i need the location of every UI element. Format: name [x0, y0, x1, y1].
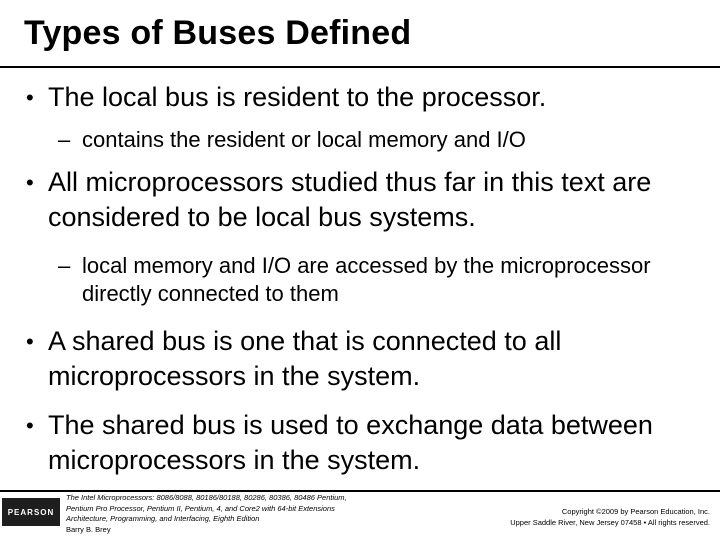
bullet-marker: • — [26, 170, 34, 195]
pearson-logo: PEARSON — [2, 498, 60, 526]
sub-bullet-2-1 — [58, 252, 698, 308]
book-citation — [66, 493, 366, 535]
bullet-1 — [26, 80, 706, 115]
footer-divider — [0, 490, 720, 492]
bullet-text: The local bus is resident to the processor. — [48, 82, 547, 112]
bullet-marker: • — [26, 85, 34, 110]
bullet-text: All microprocessors studied thus far in this text are considered to be local bus systems. — [48, 167, 652, 232]
slide-title: Types of Buses Defined — [24, 14, 412, 52]
book-title-line-1: The Intel Microprocessors: 8086/8088, 80186/80188, 80286, 80386, 80486 Pentium, — [66, 493, 347, 502]
bullet-text: A shared bus is one that is connected to all microprocessors in the system. — [48, 326, 562, 391]
copyright-notice — [410, 507, 710, 528]
sub-bullet-marker: – — [58, 253, 71, 278]
bullet-4 — [26, 408, 706, 478]
title-divider — [0, 66, 720, 68]
bullet-text: The shared bus is used to exchange data between microprocessors in the system. — [48, 410, 653, 475]
copyright-line-2: Upper Saddle River, New Jersey 07458 • All rights reserved. — [510, 517, 710, 527]
bullet-2 — [26, 165, 706, 235]
sub-bullet-text: contains the resident or local memory and I/O — [82, 127, 526, 152]
book-author: Barry B. Brey — [66, 524, 111, 534]
sub-bullet-marker: – — [58, 127, 71, 152]
bullet-marker: • — [26, 413, 34, 438]
book-title-line-2: Pentium Pro Processor, Pentium II, Pentium, 4, and Core2 with 64-bit Extensions — [66, 503, 335, 513]
book-title-line-3: Architecture, Programming, and Interfacing, Eighth Edition — [66, 514, 260, 524]
sub-bullet-1-1 — [58, 126, 698, 154]
bullet-marker: • — [26, 329, 34, 354]
bullet-3 — [26, 324, 706, 394]
sub-bullet-text: local memory and I/O are accessed by the microprocessor directly connected to them — [82, 253, 651, 306]
copyright-line-1: Copyright ©2009 by Pearson Education, Inc. — [561, 507, 710, 516]
